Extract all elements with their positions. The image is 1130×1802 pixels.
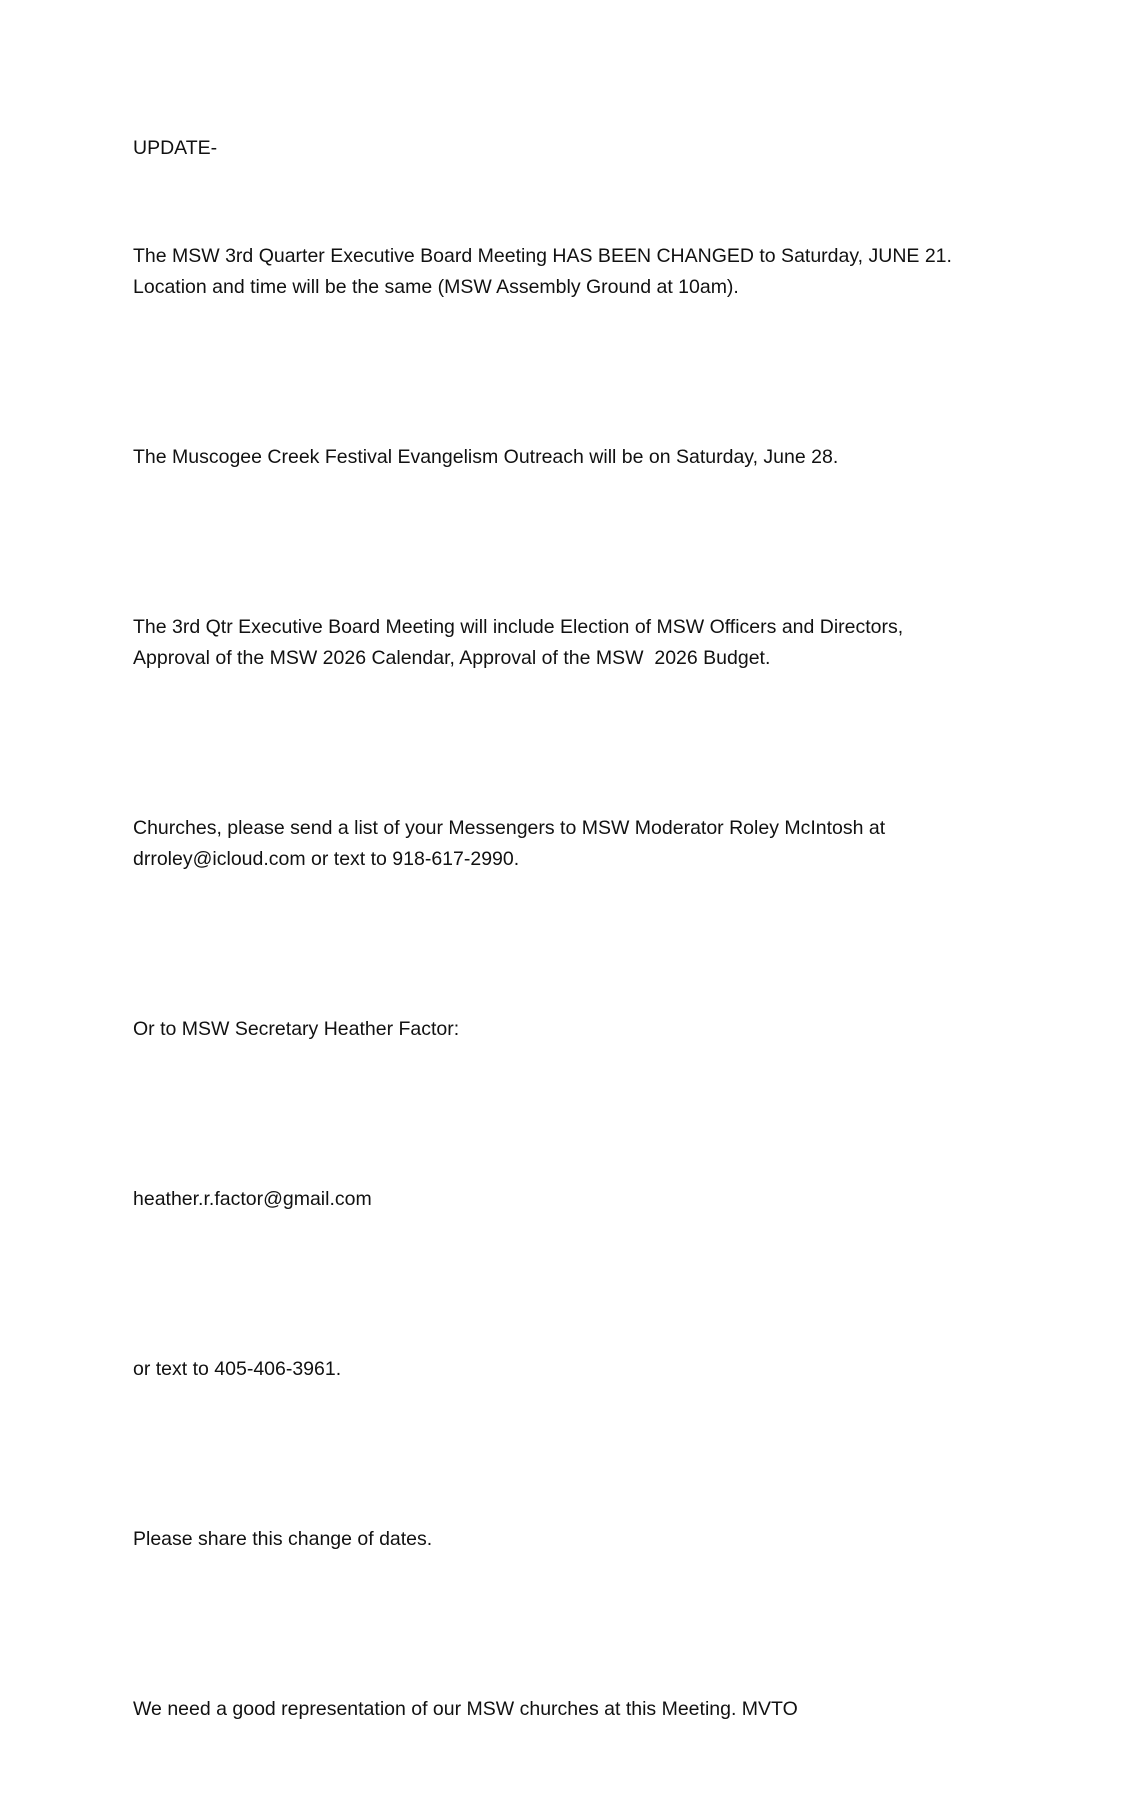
update-heading: UPDATE- bbox=[133, 137, 218, 159]
paragraph-line: Location and time will be the same (MSW Assembly Ground at 10am). bbox=[133, 276, 739, 298]
paragraph-line: drroley@icloud.com or text to 918-617-2990. bbox=[133, 848, 520, 870]
paragraph-messengers-request bbox=[133, 751, 1013, 937]
paragraph-secretary-contact bbox=[133, 952, 1013, 1107]
paragraph-meeting-change bbox=[133, 179, 1013, 365]
paragraph-line: Churches, please send a list of your Messengers to MSW Moderator Roley McIntosh at bbox=[133, 817, 886, 839]
paragraph-representation bbox=[133, 1632, 1013, 1787]
document-body bbox=[133, 133, 1013, 1802]
paragraph-secretary-email bbox=[133, 1122, 1013, 1277]
paragraph-meeting-agenda bbox=[133, 550, 1013, 736]
paragraph-line: Or to MSW Secretary Heather Factor: bbox=[133, 1018, 460, 1040]
paragraph-line: heather.r.factor@gmail.com bbox=[133, 1188, 372, 1210]
paragraph-line: The Muscogee Creek Festival Evangelism Outreach will be on Saturday, June 28. bbox=[133, 446, 839, 468]
paragraph-secretary-phone bbox=[133, 1292, 1013, 1447]
paragraph-festival-outreach bbox=[133, 380, 1013, 535]
paragraph-share-request bbox=[133, 1462, 1013, 1617]
paragraph-line: Approval of the MSW 2026 Calendar, Approval of the MSW 2026 Budget. bbox=[133, 647, 771, 669]
paragraph-line: We need a good representation of our MSW churches at this Meeting. MVTO bbox=[133, 1698, 798, 1720]
paragraph-line: The 3rd Qtr Executive Board Meeting will include Election of MSW Officers and Directors, bbox=[133, 616, 904, 638]
paragraph-line: Please share this change of dates. bbox=[133, 1528, 433, 1550]
paragraph-line: or text to 405-406-3961. bbox=[133, 1358, 342, 1380]
paragraph-line: The MSW 3rd Quarter Executive Board Meeting HAS BEEN CHANGED to Saturday, JUNE 21. bbox=[133, 245, 952, 267]
